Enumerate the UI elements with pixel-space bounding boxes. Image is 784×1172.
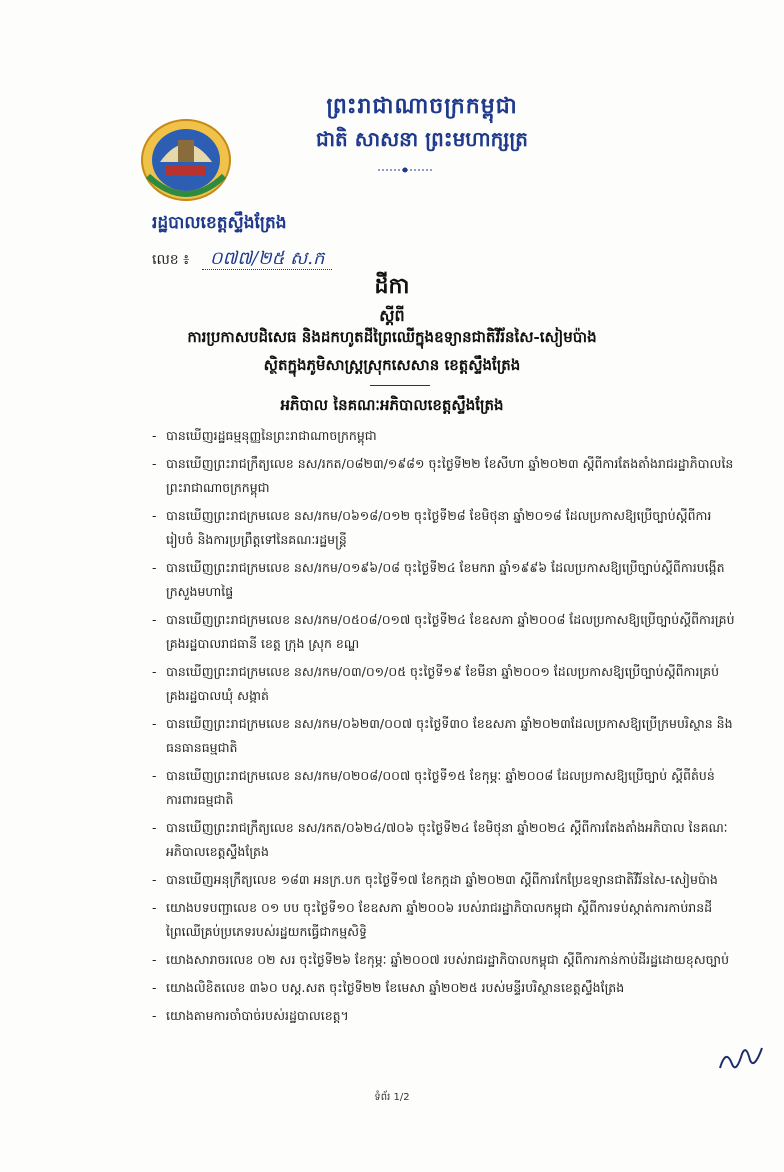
subject-label: ស្តីពី: [379, 306, 405, 325]
number-label: លេខ ៖: [152, 252, 190, 268]
list-item: - បានឃើញព្រះរាជក្រឹត្យលេខ នស/រកត/០៨២៣/១៩៨១ ចុះថ្ងៃទី២២ ខែសីហា ឆ្នាំ២០២៣ ស្តីពីការតែងតាំងរាជរដ្ឋាភិបាលនៃព្រះរាជាណាចក្រកម្ពុជា: [152, 452, 737, 500]
national-motto: ជាតិ សាសនា ព្រះមហាក្សត្រ: [316, 127, 528, 151]
list-item: - បានឃើញព្រះរាជក្រមលេខ នស/រកម/០៦១៨/០១២ ចុះថ្ងៃទី២៨ ខែមិថុនា ឆ្នាំ២០១៨ ដែលប្រកាសឱ្យប្រើច្បាប់ស្តីពីការរៀបចំ និងការប្រព្រឹត្តទៅនៃគណៈរដ្ឋមន្ត្រី: [152, 504, 737, 552]
list-item: - បានឃើញអនុក្រឹត្យលេខ ១៨៣ អនក្រ.បក ចុះថ្ងៃទី១៧ ខែកក្កដា ឆ្នាំ២០២៣ ស្តីពីការកែប្រែឧទ្យានជាតិវីរ័នសៃ-សៀមប៉ាង: [152, 868, 737, 892]
list-item: - យោងបទបញ្ជាលេខ ០១ បប ចុះថ្ងៃទី១០ ខែឧសភា ឆ្នាំ២០០៦ របស់រាជរដ្ឋាភិបាលកម្ពុជា ស្តីពីការទប់ស្កាត់ការកាប់រានដីព្រៃឈើគ្រប់ប្រភេទរបស់រដ្ឋយកធ្វើជាកម្មសិទ្ធិ: [152, 896, 737, 944]
kingdom-heading: ព្រះរាជាណាចក្រកម្ពុជា: [326, 93, 518, 119]
list-item: - បានឃើញព្រះរាជក្រមលេខ នស/រកម/០៥០៨/០១៧ ចុះថ្ងៃទី២៤ ខែឧសភា ឆ្នាំ២០០៨ ដែលប្រកាសឱ្យប្រើច្បាប់ស្តីពីការគ្រប់គ្រងរដ្ឋបាលរាជធានី ខេត្ត ក្រុង ស្រុក ខណ្ឌ: [152, 608, 737, 656]
subject-line-2: ស្ថិតក្នុងភូមិសាស្ត្រស្រុកសេសាន ខេត្តស្ទឹងត្រែង: [263, 356, 521, 374]
document-number-value: ០៧៧/២៥ ស.ក: [202, 248, 333, 270]
signature-icon: [716, 1040, 766, 1076]
list-item: - បានឃើញរដ្ឋធម្មនុញ្ញនៃព្រះរាជាណាចក្រកម្ពុជា: [152, 424, 737, 448]
list-item: - បានឃើញព្រះរាជក្រមលេខ នស/រកម/០២០៨/០០៧ ចុះថ្ងៃទី១៥ ខែកុម្ភៈ ឆ្នាំ២០០៨ ដែលប្រកាសឱ្យប្រើច្បាប់ ស្តីពីតំបន់ការពារធម្មជាតិ: [152, 764, 737, 812]
subject-line-1: ការប្រកាសបដិសេធ និងដកហូតដីព្រៃឈើក្នុងឧទ្យានជាតិវីរ័ន​សៃ-សៀមប៉ាង: [187, 328, 597, 346]
title-divider: [370, 385, 430, 386]
list-item: - យោងលិខិតលេខ ៣៦០ បស្ត.សត ចុះថ្ងៃទី២២ ខែមេសា ឆ្នាំ២០២៥ របស់មន្ទីរបរិស្ថានខេត្តស្ទឹងត្រែង: [152, 976, 737, 1000]
list-item: - បានឃើញព្រះរាជក្រមលេខ នស/រកម/០៦២៣/០០៧ ចុះថ្ងៃទី៣០ ខែឧសភា ឆ្នាំ២០២៣ដែលប្រកាសឱ្យប្រើក្រមបរិស្ថាន និងធនធានធម្មជាតិ: [152, 712, 737, 760]
list-item: - បានឃើញព្រះរាជក្រមលេខ នស/រកម/០១៩៦/០៨ ចុះថ្ងៃទី២៤ ខែមករា ឆ្នាំ១៩៩៦ ដែលប្រកាសឱ្យប្រើច្បាប់ស្តីពីការបង្កើតក្រសួងមហាផ្ទៃ: [152, 556, 737, 604]
references-list: [152, 424, 737, 1032]
document-number-line: [152, 246, 332, 273]
page-number: ទំព័រ 1/2: [374, 1092, 410, 1103]
list-item: - យោងសារាចរលេខ ០២ សរ ចុះថ្ងៃទី២៦ ខែកុម្ភៈ ឆ្នាំ២០០៧ របស់រាជរដ្ឋាភិបាលកម្ពុជា ស្តីពីការកាន់កាប់ដីរដ្ឋដោយខុសច្បាប់: [152, 948, 737, 972]
issuing-authority: អភិបាល នៃគណៈអភិបាលខេត្តស្ទឹងត្រែង: [280, 396, 504, 414]
list-item: - យោងតាមការចាំបាច់របស់រដ្ឋបាលខេត្ត។: [152, 1004, 737, 1028]
list-item: - បានឃើញព្រះរាជក្រឹត្យលេខ នស/រកត/០៦២៤/៧០៦ ចុះថ្ងៃទី២៤ ខែមិថុនា ឆ្នាំ២០២៤ ស្តីពីការតែងតាំងអភិបាល នៃគណៈអភិបាលខេត្តស្ទឹងត្រែង: [152, 816, 737, 864]
document-type: ដីកា: [374, 273, 410, 299]
issuing-administration: រដ្ឋបាលខេត្តស្ទឹងត្រែង: [152, 213, 287, 233]
list-item: - បានឃើញព្រះរាជក្រមលេខ នស/រកម/០៣/០១/០៥ ចុះថ្ងៃទី១៩ ខែមីនា ឆ្នាំ២០០១ ដែលប្រកាសឱ្យប្រើច្បាប់ស្តីពីការគ្រប់គ្រងរដ្ឋបាលឃុំ សង្កាត់: [152, 660, 737, 708]
ornament-divider-icon: [378, 166, 432, 174]
